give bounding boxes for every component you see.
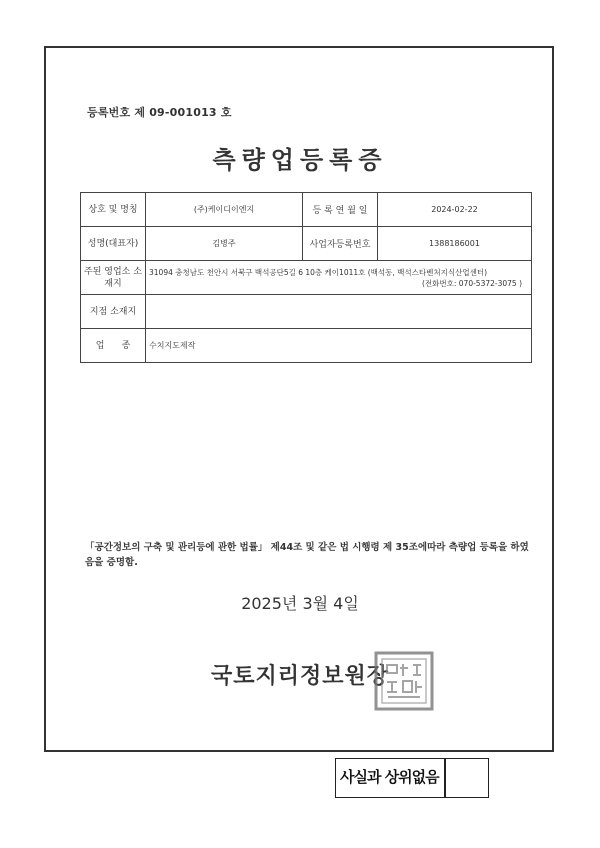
representative-label: 성명(대표자) xyxy=(81,227,146,261)
business-number-value: 1388186001 xyxy=(378,227,532,261)
trade-name-value: (주)케이디이엔지 xyxy=(146,193,303,227)
branch-label: 지점 소재지 xyxy=(81,295,146,329)
official-seal-icon xyxy=(373,650,435,712)
reg-date-value: 2024-02-22 xyxy=(378,193,532,227)
trade-name-label: 상호 및 명칭 xyxy=(81,193,146,227)
office-address: 31094 충청남도 천안시 서북구 백석공단5길 6 10층 케이1011호 (백석동, 백석스타벤처지식산업센터) xyxy=(149,267,488,277)
registration-info-table xyxy=(80,192,532,363)
stamp-divider xyxy=(444,758,446,798)
representative-value: 김병주 xyxy=(146,227,303,261)
certification-statement: 「공간정보의 구축 및 관리등에 관한 법률」 제44조 및 같은 법 시행령 제 35조에따라 측량업 등록을 하였음을 증명함. xyxy=(85,542,529,568)
office-label: 주된 영업소 소재지 xyxy=(81,261,146,295)
registration-number: 등록번호 제 09-001013 호 xyxy=(87,106,232,119)
business-type-label: 업 종 xyxy=(81,329,146,363)
business-number-label: 사업자등록번호 xyxy=(303,227,378,261)
document-title: 측량업등록증 xyxy=(212,146,388,174)
table-row xyxy=(81,329,532,363)
issuer-name: 국토지리정보원장 xyxy=(211,664,390,689)
table-row xyxy=(81,295,532,329)
issue-date: 2025년 3월 4일 xyxy=(241,594,359,613)
table-row xyxy=(81,261,532,295)
reg-date-label: 등 록 연 월 일 xyxy=(303,193,378,227)
office-phone: (전화번호: 070-5372-3075 ) xyxy=(421,278,522,288)
branch-value xyxy=(146,295,532,329)
table-row xyxy=(81,193,532,227)
office-cell xyxy=(146,261,532,295)
business-type-value: 수치지도제작 xyxy=(146,329,532,363)
verification-stamp-text: 사실과 상위없음 xyxy=(340,768,439,786)
table-row xyxy=(81,227,532,261)
